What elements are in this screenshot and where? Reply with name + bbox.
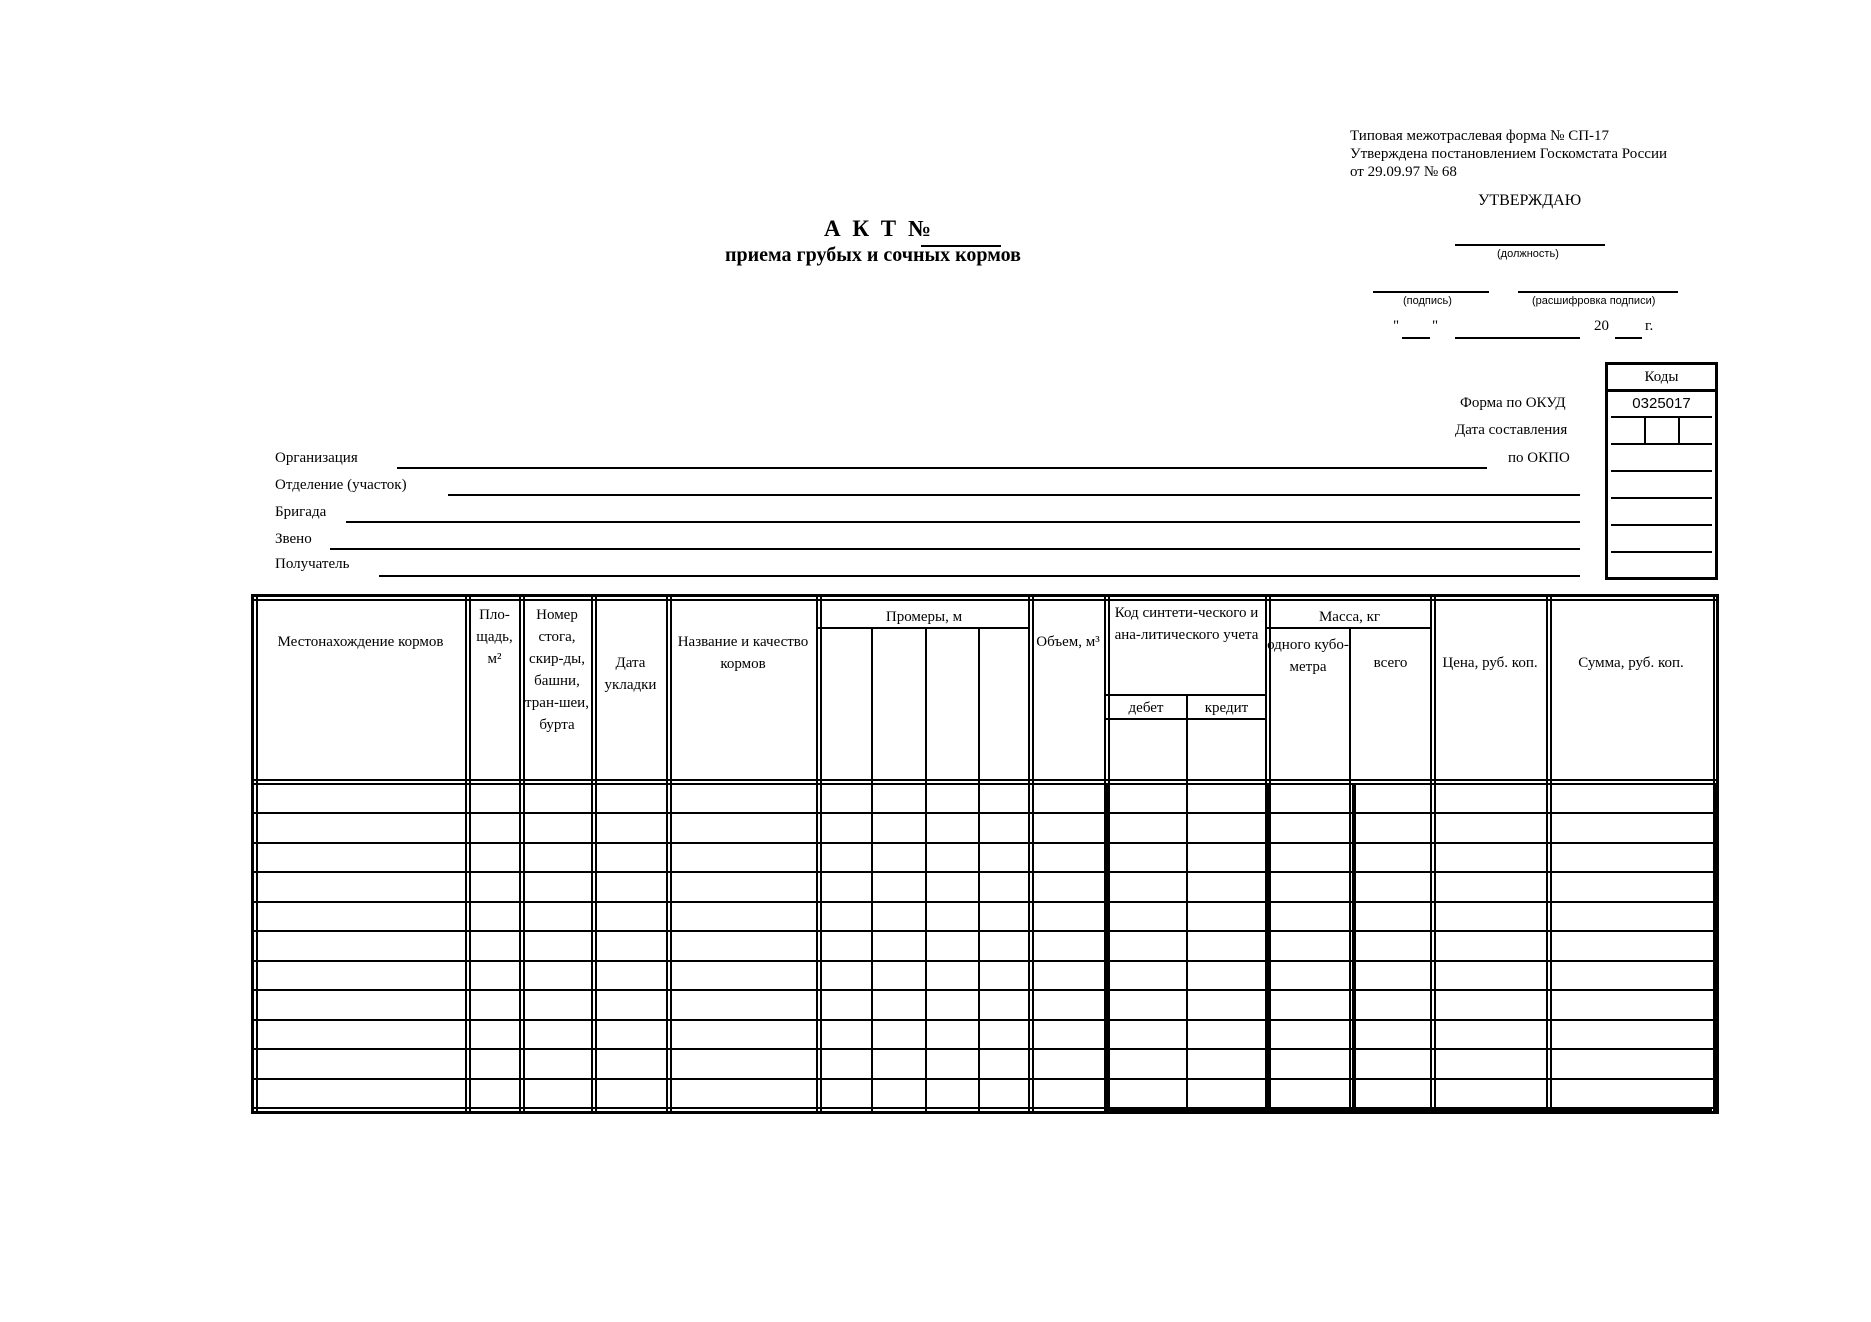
body-row-line-5	[254, 930, 1716, 932]
year-suffix: г.	[1645, 318, 1654, 334]
column-divider-5-a	[1028, 597, 1030, 1111]
column-divider-3-b	[670, 597, 672, 1111]
field-organization-label: Организация	[275, 450, 358, 466]
body-row-line-2	[254, 842, 1716, 844]
codes-box	[1605, 362, 1718, 580]
measure-divider-0	[871, 627, 873, 1111]
header-bottom-a	[254, 779, 1716, 781]
mass-divider	[1349, 627, 1351, 1111]
document-subtitle: приема грубых и сочных кормов	[725, 244, 1021, 266]
signature-decode-caption: (расшифровка подписи)	[1532, 295, 1656, 307]
okpo-label: по ОКПО	[1508, 450, 1570, 466]
body-row-line-3	[254, 871, 1716, 873]
body-row-line-7	[254, 989, 1716, 991]
header-stack-number: Номер стога, скир-ды, башни, тран-шеи, бурта	[525, 607, 589, 733]
inner-frame-top	[254, 599, 1716, 601]
thick-divider-mass	[1267, 783, 1271, 1111]
column-divider-0-b	[469, 597, 471, 1111]
feed-acceptance-table	[251, 594, 1719, 1114]
header-credit: кредит	[1204, 700, 1249, 716]
date-split-2	[1678, 418, 1680, 443]
column-divider-8-a	[1430, 597, 1432, 1111]
signature-line	[1373, 291, 1489, 293]
okud-value: 0325017	[1611, 392, 1712, 418]
field-brigade-label: Бригада	[275, 504, 327, 520]
thick-bottom-right	[1106, 1107, 1712, 1111]
code-cell-5[interactable]	[1611, 499, 1712, 526]
okud-label: Форма по ОКУД	[1460, 395, 1566, 411]
field-link-label: Звено	[275, 531, 312, 547]
field-department-line[interactable]	[448, 494, 1580, 496]
column-divider-4-b	[820, 597, 822, 1111]
codes-head: Коды	[1608, 365, 1715, 392]
header-area: Пло-щадь, м²	[476, 607, 513, 667]
date-split-1	[1644, 418, 1646, 443]
document-title: А К Т №	[824, 216, 934, 241]
code-cell-4[interactable]	[1611, 472, 1712, 499]
column-divider-2-b	[595, 597, 597, 1111]
inner-frame-left	[256, 597, 258, 1111]
header-mass: Масса, кг	[1318, 609, 1381, 625]
column-divider-3-a	[666, 597, 668, 1111]
column-divider-8-b	[1434, 597, 1436, 1111]
header-date: Дата укладки	[604, 655, 657, 693]
field-link-line[interactable]	[330, 548, 1580, 550]
field-recipient-line[interactable]	[379, 575, 1580, 577]
thick-divider-mass-total	[1352, 783, 1356, 1111]
column-divider-5-b	[1032, 597, 1034, 1111]
date-quote-open: "	[1393, 318, 1400, 334]
column-divider-4-a	[816, 597, 818, 1111]
column-divider-2-a	[591, 597, 593, 1111]
field-brigade-line[interactable]	[346, 521, 1580, 523]
date-compiled-cell[interactable]	[1611, 418, 1712, 445]
date-day-line	[1402, 337, 1430, 339]
column-divider-1-b	[523, 597, 525, 1111]
header-name-quality: Название и качество кормов	[677, 634, 809, 672]
thick-divider-right	[1713, 783, 1717, 1111]
field-organization-line[interactable]	[397, 467, 1487, 469]
position-line	[1455, 244, 1605, 246]
header-account-code: Код синтети-ческого и ана-литического учета	[1114, 605, 1259, 643]
measure-divider-2	[978, 627, 980, 1111]
body-row-line-10	[254, 1078, 1716, 1080]
field-department-label: Отделение (участок)	[275, 477, 407, 493]
date-quote-close: "	[1432, 318, 1439, 334]
column-divider-1-a	[519, 597, 521, 1111]
signature-decode-line	[1518, 291, 1678, 293]
thick-divider-account	[1106, 783, 1110, 1111]
body-row-line-8	[254, 1019, 1716, 1021]
header-measurements: Промеры, м	[885, 609, 963, 625]
date-month-line	[1455, 337, 1580, 339]
field-recipient-label: Получатель	[275, 556, 350, 572]
form-note-line-1: Типовая межотраслевая форма № СП-17	[1350, 128, 1610, 144]
measure-divider-1	[925, 627, 927, 1111]
header-volume: Объем, м³	[1036, 634, 1100, 650]
header-bottom-b	[254, 783, 1716, 785]
form-note-line-2: Утверждена постановлением Госкомстата России	[1350, 146, 1668, 162]
year-prefix: 20	[1594, 318, 1609, 334]
okpo-cell[interactable]	[1611, 445, 1712, 472]
column-divider-0-a	[465, 597, 467, 1111]
header-sum: Сумма, руб. коп.	[1578, 655, 1684, 671]
header-debit: дебет	[1128, 700, 1164, 716]
measure-header-line	[818, 627, 1030, 629]
date-compiled-label: Дата составления	[1455, 422, 1568, 438]
column-divider-9-b	[1550, 597, 1552, 1111]
body-row-line-4	[254, 901, 1716, 903]
approve-label: УТВЕРЖДАЮ	[1478, 192, 1582, 209]
header-location: Местонахождение кормов	[277, 634, 444, 650]
header-mass-total: всего	[1373, 655, 1408, 671]
signature-caption: (подпись)	[1403, 295, 1452, 307]
body-row-line-9	[254, 1048, 1716, 1050]
code-cell-6[interactable]	[1611, 526, 1712, 553]
position-caption: (должность)	[1497, 248, 1559, 260]
form-note-line-3: от 29.09.97 № 68	[1350, 164, 1457, 180]
body-row-line-6	[254, 960, 1716, 962]
body-row-line-1	[254, 812, 1716, 814]
header-price: Цена, руб. коп.	[1442, 655, 1538, 671]
date-year-line	[1615, 337, 1642, 339]
column-divider-9-a	[1546, 597, 1548, 1111]
header-mass-one-cubic-meter: одного кубо-метра	[1267, 637, 1349, 675]
